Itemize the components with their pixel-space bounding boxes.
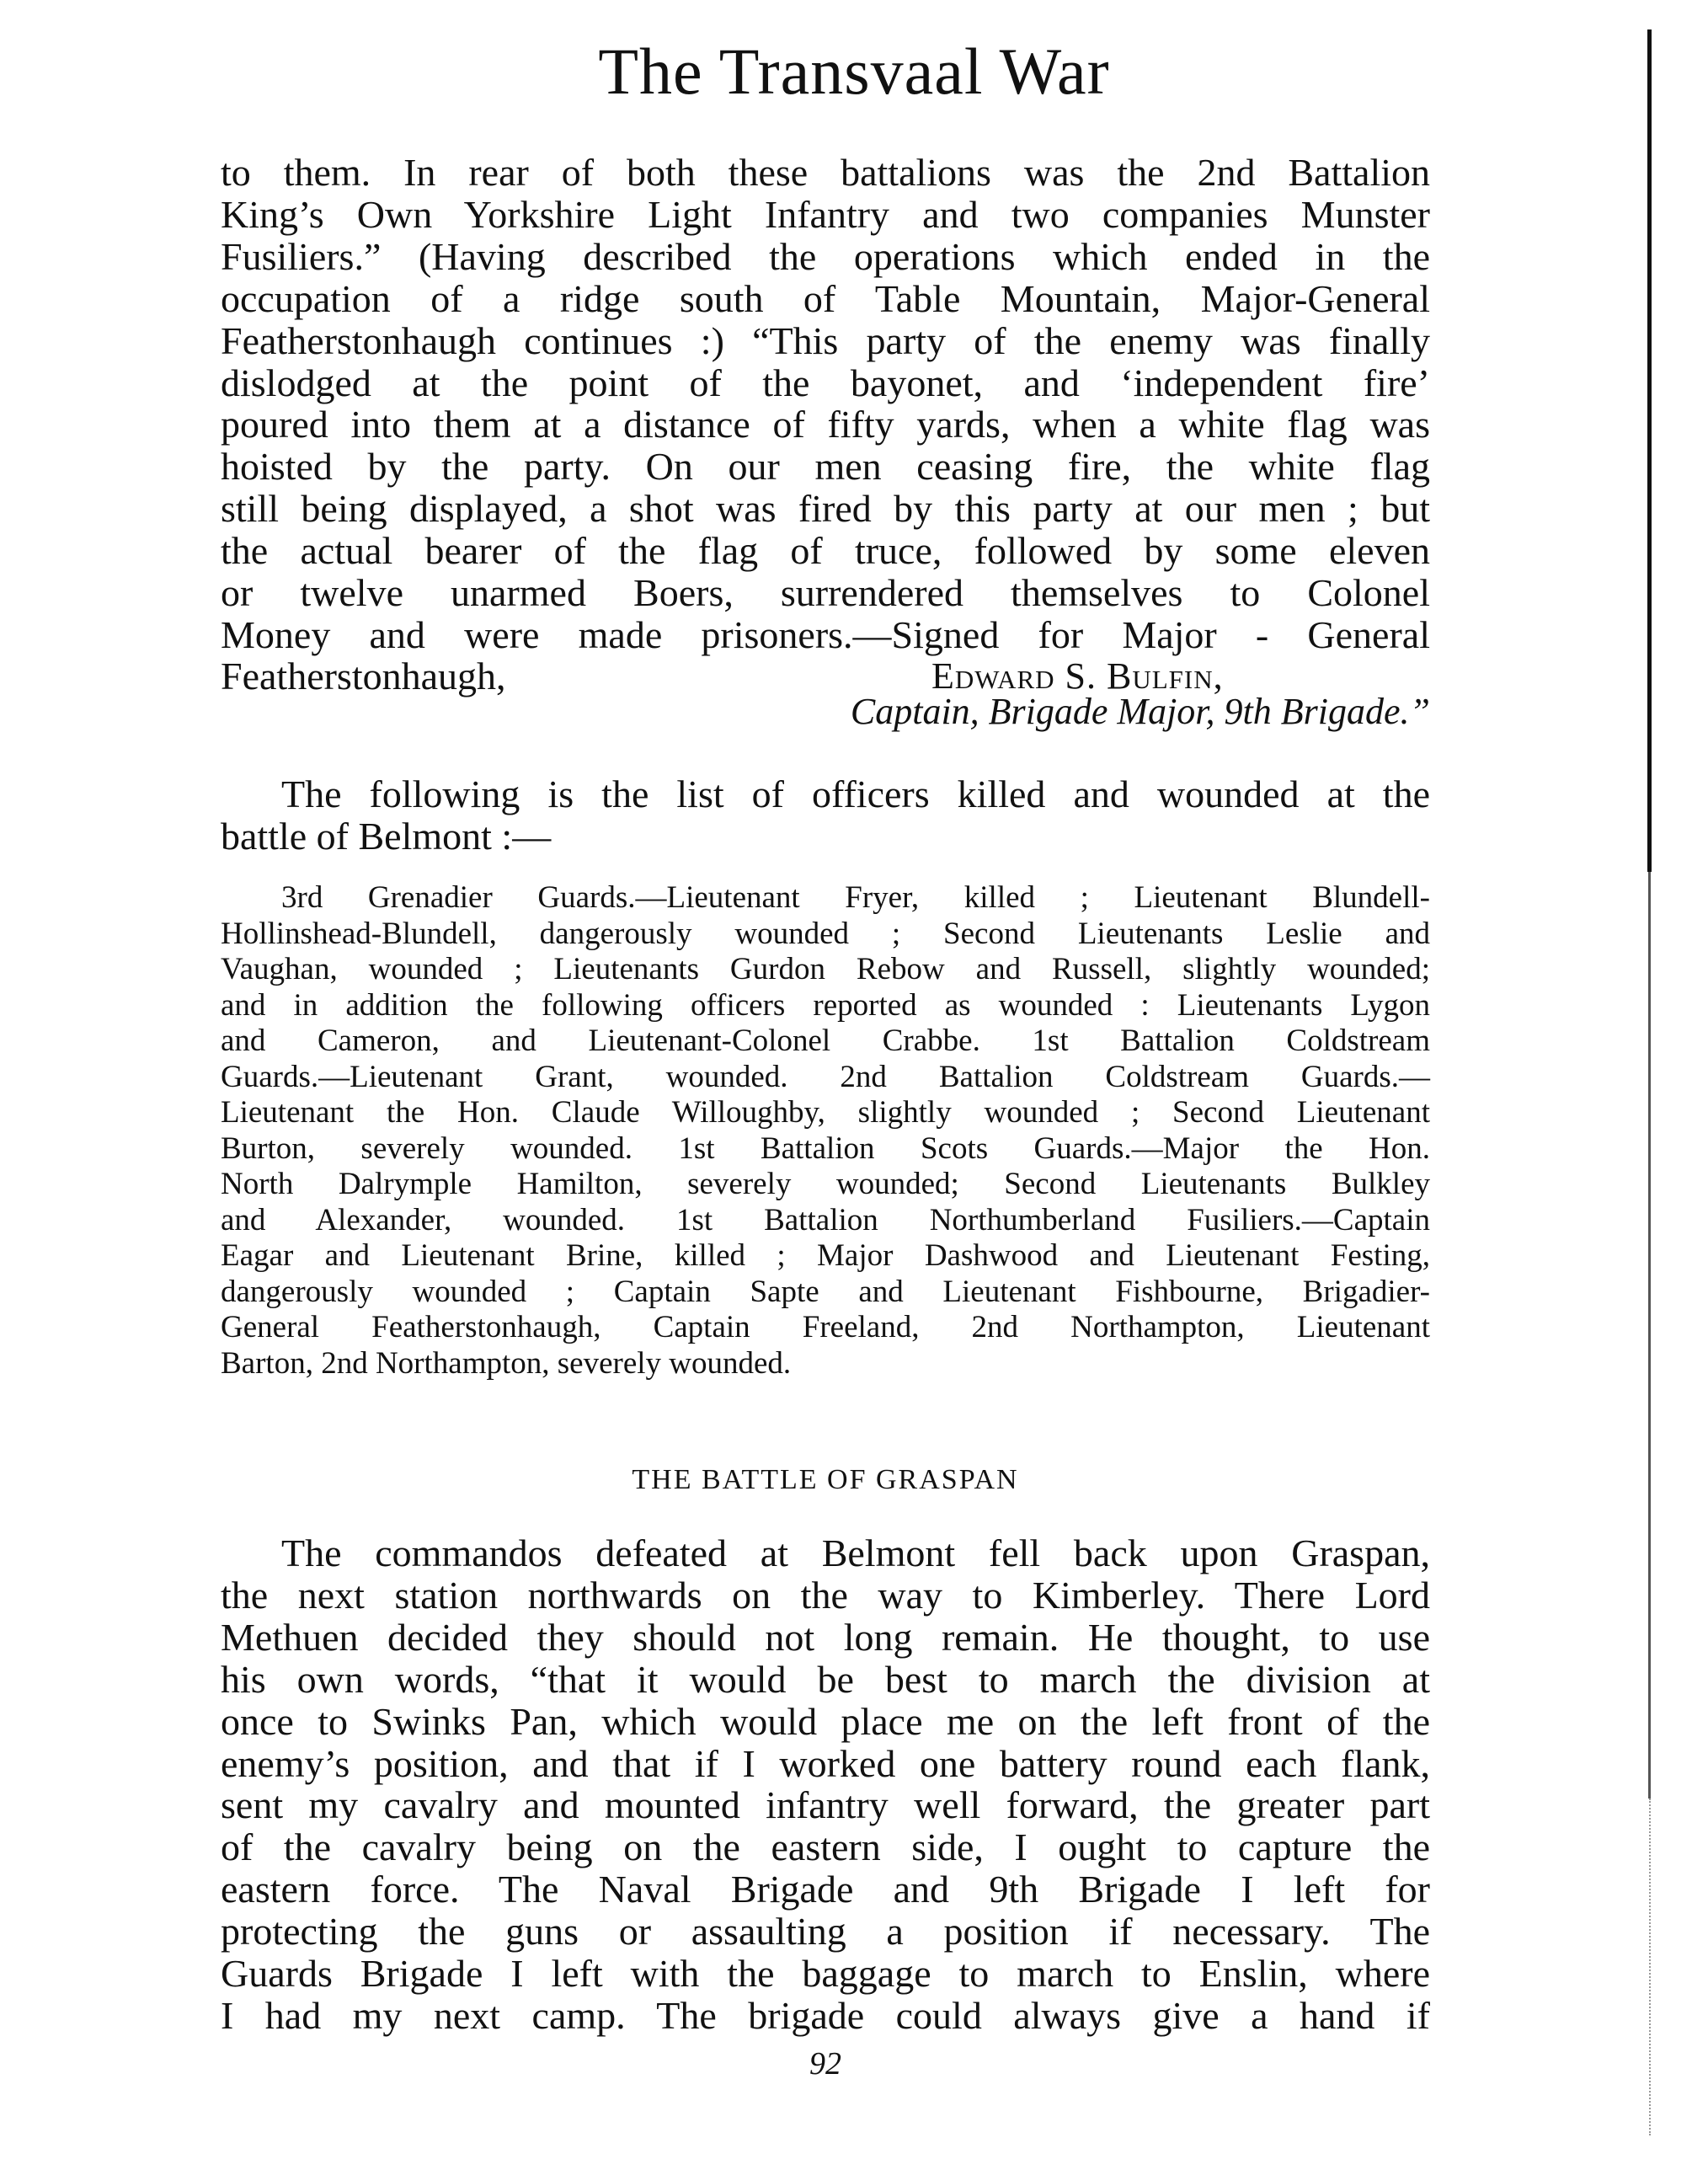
text-line: still being displayed, a shot was fired by this party at our men ; but [221,487,1430,531]
text-line: The commandos defeated at Belmont fell back upon Graspan, [281,1531,1430,1574]
section-heading: THE BATTLE OF GRASPAN [632,1464,1019,1495]
text-line: and Cameron, and Lieutenant-Colonel Crabbe. 1st Battalion Coldstream [221,1024,1430,1058]
text-line: dangerously wounded ; Captain Sapte and Lieutenant Fishbourne, Brigadier- [221,1274,1430,1309]
text-line: Guards.—Lieutenant Grant, wounded. 2nd Battalion Coldstream Guards.— [221,1059,1430,1094]
running-head-title: The Transvaal War [598,35,1110,108]
text-line: Burton, severely wounded. 1st Battalion Scots Guards.—Major the Hon. [221,1130,1430,1166]
text-line: and in addition the following officers reported as wounded : Lieutenants Lygon [221,987,1430,1023]
text-line: hoisted by the party. On our men ceasing fire, the white flag [221,445,1430,489]
text-line: I had my next camp. The brigade could always give a hand if [221,1993,1430,2037]
text-line: his own words, “that it would be best to march the division at [221,1657,1430,1701]
text-line: dislodged at the point of the bayonet, and ‘independent fire’ [221,361,1430,404]
text-line: Lieutenant the Hon. Claude Willoughby, slightly wounded ; Second Lieutenant [221,1095,1430,1130]
page-number: 92 [809,2046,841,2082]
page-edge-shadow [1648,872,1651,1799]
text-line: General Featherstonhaugh, Captain Freeland, 2nd Northampton, Lieutenant [221,1310,1430,1344]
text-line: battle of Belmont :— [221,814,552,858]
text-line: protecting the guns or assaulting a position if necessary. The [221,1910,1430,1954]
text-line: North Dalrymple Hamilton, severely wounded; Second Lieutenants Bulkley [221,1167,1430,1201]
text-line: enemy’s position, and that if I worked one battery round each flank, [221,1741,1430,1785]
text-line: Barton, 2nd Northampton, severely wounded. [221,1345,792,1381]
text-line: Fusiliers.” (Having described the operations which ended in the [221,234,1430,278]
text-line: of the cavalry being on the eastern side, I ought to capture the [221,1825,1430,1869]
text-line: King’s Own Yorkshire Light Infantry and two companies Munster [221,192,1430,236]
text-line: eastern force. The Naval Brigade and 9th Brigade I left for [221,1868,1430,1911]
signature-name: Edward S. Bulfin, [931,655,1224,697]
signature-rank: Captain, Brigade Major, 9th Brigade.” [850,691,1430,732]
page-edge-shadow [1649,1799,1652,2135]
text-line: Vaughan, wounded ; Lieutenants Gurdon Rebow and Russell, slightly wounded; [221,952,1430,986]
text-line: Featherstonhaugh continues :) “This party of the enemy was finally [221,318,1430,362]
text-line: or twelve unarmed Boers, surrendered themselves to Colonel [221,571,1430,614]
text-line: and Alexander, wounded. 1st Battalion Northumberland Fusiliers.—Captain [221,1202,1430,1237]
text-line: the next station northwards on the way to Kimberley. There Lord [221,1573,1430,1617]
text-line: sent my cavalry and mounted infantry well forward, the greater part [221,1783,1430,1827]
text-line: Hollinshead-Blundell, dangerously wounded ; Second Lieutenants Leslie and [221,916,1430,951]
text-line: The following is the list of officers killed and wounded at the [281,772,1430,815]
text-line: Methuen decided they should not long remain. He thought, to use [221,1615,1430,1659]
text-line: occupation of a ridge south of Table Mountain, Major-General [221,276,1430,320]
page-edge-shadow [1647,29,1652,872]
text-line: Money and were made prisoners.—Signed for Major - General [221,612,1430,656]
text-line: once to Swinks Pan, which would place me on the left front of the [221,1699,1430,1743]
text-line: Eagar and Lieutenant Brine, killed ; Major Dashwood and Lieutenant Festing, [221,1238,1430,1273]
text-line: Guards Brigade I left with the baggage to march to Enslin, where [221,1952,1430,1995]
signature-for-name: Featherstonhaugh, [221,655,506,698]
text-line: to them. In rear of both these battalions was the 2nd Battalion [221,151,1430,194]
text-line: 3rd Grenadier Guards.—Lieutenant Fryer, killed ; Lieutenant Blundell- [281,880,1430,915]
text-line: the actual bearer of the flag of truce, followed by some eleven [221,529,1430,573]
text-line: poured into them at a distance of fifty yards, when a white flag was [221,403,1430,446]
